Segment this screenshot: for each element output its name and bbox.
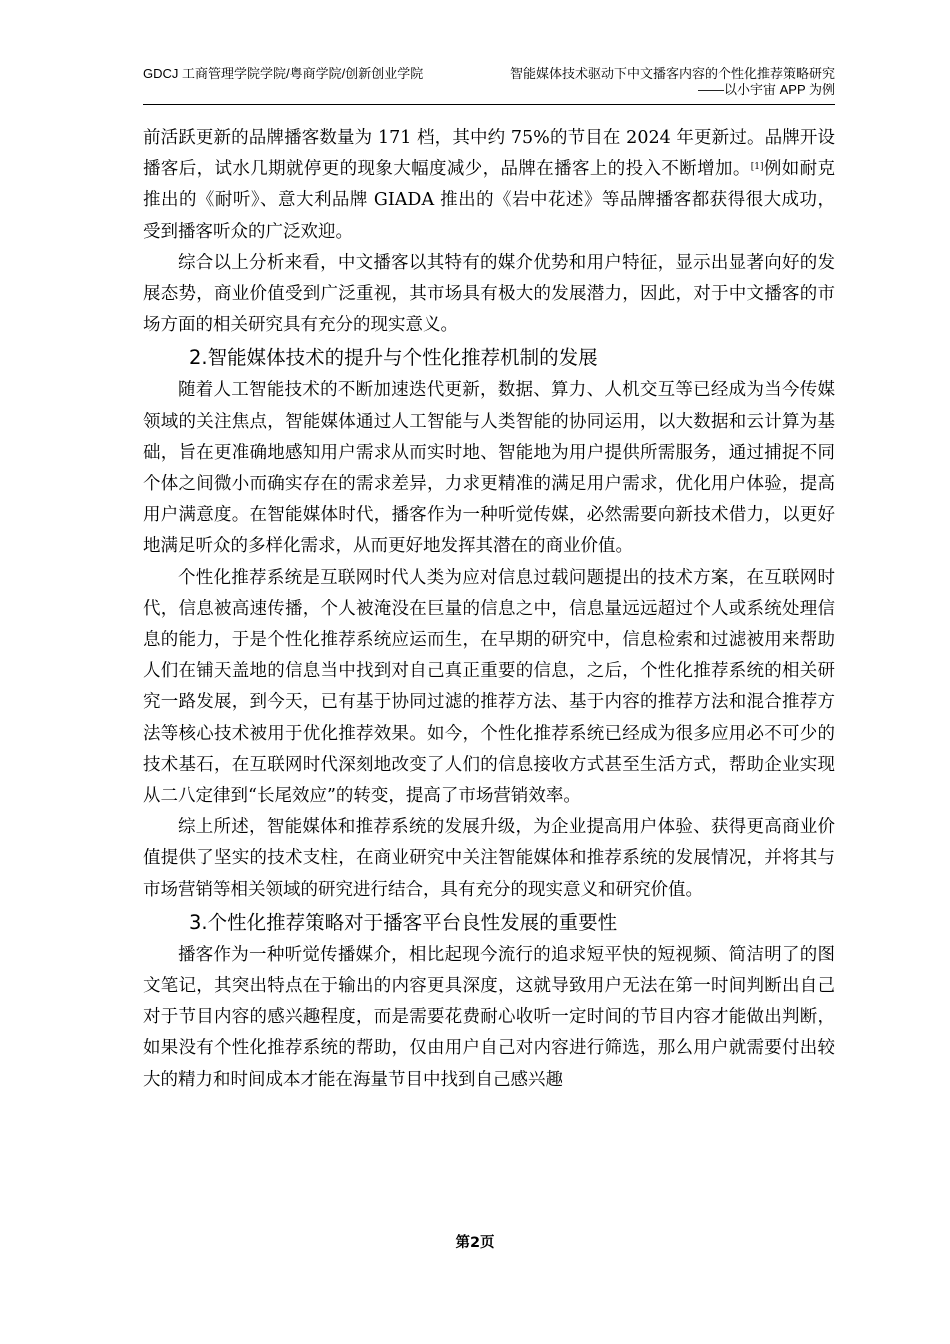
section-heading: 3.个性化推荐策略对于播客平台良性发展的重要性 — [189, 910, 618, 934]
paragraph: 综合以上分析来看，中文播客以其特有的媒介优势和用户特征，显示出显著向好的发展态势，商业价值受到广泛重视，其市场具有极大的发展潜力，因此，对于中文播客的市场方面的相关研究具有充分的现实意义。 — [143, 252, 835, 336]
page-number: 第2页 — [455, 1235, 495, 1251]
paragraph: 随着人工智能技术的不断加速迭代更新，数据、算力、人机交互等已经成为当今传媒领域的关注焦点，智能媒体通过人工智能与人类智能的协同运用，以大数据和云计算为基础，旨在更准确地感知用户需求从而实时地、智能地为用户提供所需服务，通过捕捉不同个体之间微小而确实存在的需求差异，力求更精准的满足用户需求，优化用户体验，提高用户满意度。在智能媒体时代，播客作为一种听觉传媒，必然需要向新技术借力，以更好地满足听众的多样化需求，从而更好地发挥其潜在的商业价值。 — [143, 380, 835, 557]
citation-ref: [1] — [750, 162, 764, 173]
header-rule — [143, 104, 835, 105]
paragraph: 个性化推荐系统是互联网时代人类为应对信息过载问题提出的技术方案，在互联网时代，信息被高速传播，个人被淹没在巨量的信息之中，信息量远远超过个人或系统处理信息的能力，于是个性化推荐系统应运而生，在早期的研究中，信息检索和过滤被用来帮助人们在铺天盖地的信息当中找到对自己真正重要的信息，之后，个性化推荐系统的相关研究一路发展，到今天，已有基于协同过滤的推荐方法、基于内容的推荐方法和混合推荐方法等核心技术被用于优化推荐效果。如今，个性化推荐系统已经成为很多应用必不可少的技术基石，在互联网时代深刻地改变了人们的信息接收方式甚至生活方式，帮助企业实现从二八定律到“长尾效应”的转变，提高了市场营销效率。 — [143, 567, 835, 807]
header-institution: GDCJ 工商管理学院学院/粤商学院/创新创业学院 — [143, 66, 424, 81]
paragraph: 播客作为一种听觉传播媒介，相比起现今流行的追求短平快的短视频、简洁明了的图文笔记，其突出特点在于输出的内容更具深度，这就导致用户无法在第一时间判断出自己对于节目内容的感兴趣程度，而是需要花费耐心收听一定时间的节目内容才能做出判断，如果没有个性化推荐系统的帮助，仅由用户自己对内容进行筛选，那么用户就需要付出较大的精力和时间成本才能在海量节目中找到自己感兴趣 — [143, 944, 835, 1090]
paragraph: 综上所述，智能媒体和推荐系统的发展升级，为企业提高用户体验、获得更高商业价值提供了坚实的技术支柱，在商业研究中关注智能媒体和推荐系统的发展情况，并将其与市场营销等相关领域的研究进行结合，具有充分的现实意义和研究价值。 — [143, 817, 835, 900]
header-title-line2: ——以小宇宙 APP 为例 — [697, 82, 835, 97]
running-header — [143, 66, 835, 106]
section-heading: 2.智能媒体技术的提升与个性化推荐机制的发展 — [189, 346, 598, 370]
body-text — [143, 123, 835, 1096]
header-title-line1: 智能媒体技术驱动下中文播客内容的个性化推荐策略研究 — [509, 66, 835, 81]
header-title — [510, 66, 835, 98]
paragraph-text: 前活跃更新的品牌播客数量为 171 档，其中约 75%的节目在 2024 年更新过。品牌开设播客后，试水几期就停更的现象大幅度减少，品牌在播客上的投入不断增加。 — [143, 128, 835, 180]
paragraph — [143, 123, 835, 248]
paragraph-text: 例如耐克推出的《耐听》、意大利品牌 GIADA 推出的《岩中花述》等品牌播客都获得很大成功，受到播客听众的广泛欢迎。 — [143, 159, 835, 242]
